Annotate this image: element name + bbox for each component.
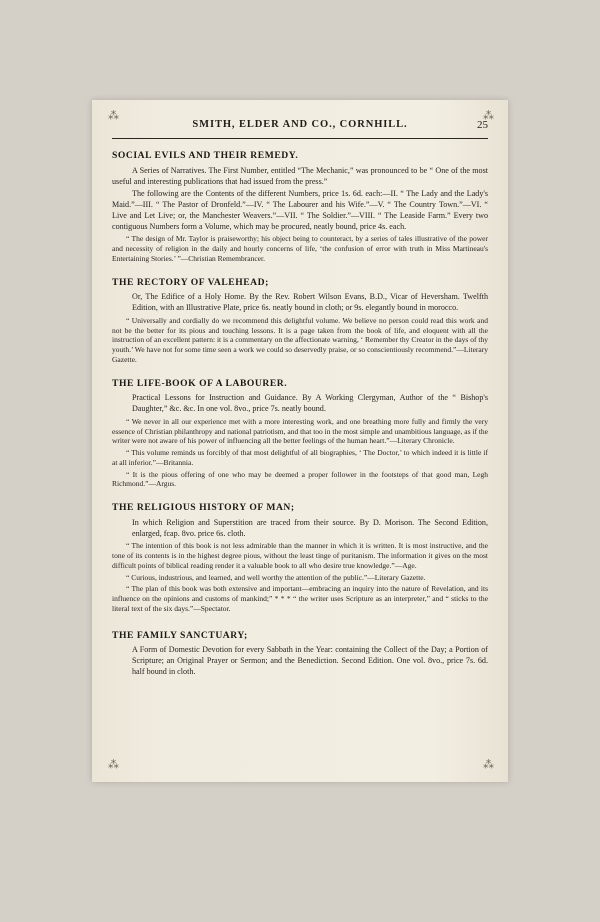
- page-header: [112, 118, 488, 139]
- ornament-corner-top-left: ⁂: [108, 110, 119, 122]
- page-content: [112, 150, 488, 678]
- section-paragraph: Or, The Edifice of a Holy Home. By the Rev. Robert Wilson Evans, B.D., Vicar of Heversham. Twelfth Edition, with an Illustrative Plate, price 6s. neatly bound in cloth; or 9s. elegantly bound in morocco.: [132, 292, 488, 312]
- section-religious-history-of-man: [112, 502, 488, 614]
- section-paragraph: The following are the Contents of the different Numbers, price 1s. 6d. each:—II. “ The Lady and the Lady's Maid.”—III. “ The Pastor of Dronfeld.”—IV. “ The Labourer and his Wife.”—V. “ The Country Town.”—VI. “ Live and Let Live; or, the Manchester Weavers.”—VII. “ The Soldier.”—VIII. “ The Leaside Farm.” Every two contiguous Numbers form a Volume, which may be procured, neatly bound, price 4s. each.: [112, 189, 488, 231]
- section-rectory-of-valehead: [112, 277, 488, 365]
- section-family-sanctuary: [112, 630, 488, 678]
- section-title: SOCIAL EVILS AND THEIR REMEDY.: [112, 150, 299, 161]
- section-life-book-of-a-labourer: [112, 378, 488, 490]
- section-title: THE FAMILY SANCTUARY;: [112, 629, 248, 641]
- section-title: THE RELIGIOUS HISTORY OF MAN;: [112, 502, 295, 513]
- book-page: [92, 100, 508, 782]
- section-paragraph: Practical Lessons for Instruction and Guidance. By A Working Clergyman, Author of the “ Bishop's Daughter,” &c. &c. In one vol. 8vo., price 7s. neatly bound.: [132, 393, 488, 413]
- section-review-quote: “ Universally and cordially do we recommend this delightful volume. We believe no person could read this work and not be the better for its pious and touching lessons. It is a page taken from the book of life, and eloquent with all the instruction of an excellent pattern: it is a commentary on the affectionate warning, ‘ Remember thy Creator in the days of thy youth.’ We have not for some time seen a work we could so deservedly praise, or so conscientiously recommend.”—Literary Gazette.: [112, 315, 488, 364]
- section-review-quote: “ The plan of this book was both extensive and important—embracing an inquiry into the nature of Revelation, and its influence on the opinions and customs of mankind;” * * * “ the writer uses Scripture as an interpreter,” and “ sticks to the literal text of the six days.”—Spectator.: [112, 584, 488, 613]
- section-review-quote: “ The design of Mr. Taylor is praiseworthy; his object being to counteract, by a series of tales illustrative of the power and necessity of religion in the daily and hourly concerns of life, ‘the confusion of error with truth in Miss Martineau's Entertaining Stories.’ ”—Christian Remembrancer.: [112, 234, 488, 263]
- text-frame: [108, 110, 494, 771]
- section-title: THE LIFE-BOOK OF A LABOURER.: [112, 377, 288, 389]
- running-title: SMITH, ELDER AND CO., CORNHILL.: [192, 119, 408, 130]
- ornament-corner-bottom-left: ⁂: [108, 759, 119, 771]
- section-paragraph: A Form of Domestic Devotion for every Sabbath in the Year: containing the Collect of the Day; a Portion of Scripture; an Original Prayer or Sermon; and the Benediction. Second Edition. One vol. 8vo., price 7s. 6d. half bound in cloth.: [132, 645, 488, 676]
- ornament-corner-bottom-right: ⁂: [483, 759, 494, 771]
- section-title: THE RECTORY OF VALEHEAD;: [112, 276, 269, 288]
- page-number: 25: [477, 119, 488, 131]
- section-review-quote: “ Curious, industrious, and learned, and well worthy the attention of the public.”—Literary Gazette.: [126, 572, 426, 582]
- section-review-quote: “ The intention of this book is not less admirable than the manner in which it is written. It is most instructive, and the tone of its contents is in the highest degree pious, without the least tinge of puritanism. The information it gives on the most difficult points of biblical reading render it a valuable book to all who desire true knowledge.”—Age.: [112, 541, 488, 570]
- section-paragraph: A Series of Narratives. The First Number, entitled “The Mechanic,” was pronounced to be “ One of the most useful and interesting publications that had issued from the press.”: [112, 165, 488, 186]
- page-surface: [92, 100, 508, 782]
- section-social-evils: [112, 150, 488, 264]
- section-review-quote: “ It is the pious offering of one who may be deemed a proper follower in the footsteps of that good man, Legh Richmond.”—Argus.: [112, 469, 488, 489]
- ornament-corner-top-right: ⁂: [483, 110, 494, 122]
- section-review-quote: “ We never in all our experience met with a more interesting work, and one breathing more fully and firmly the very essence of Christian philanthropy and national patriotism, and that too in the most simple and unambitious language, as if the writer were not aware of his power of influencing all the better feelings of the human heart.”—Literary Chronicle.: [112, 416, 488, 446]
- section-review-quote: “ This volume reminds us forcibly of that most delightful of all biographies, ‘ The Doctor,’ to which indeed it is little if at all inferior.”—Britannia.: [112, 448, 488, 467]
- section-paragraph: In which Religion and Superstition are traced from their source. By D. Morison. The Second Edition, enlarged, fcap. 8vo. price 6s. cloth.: [132, 517, 488, 538]
